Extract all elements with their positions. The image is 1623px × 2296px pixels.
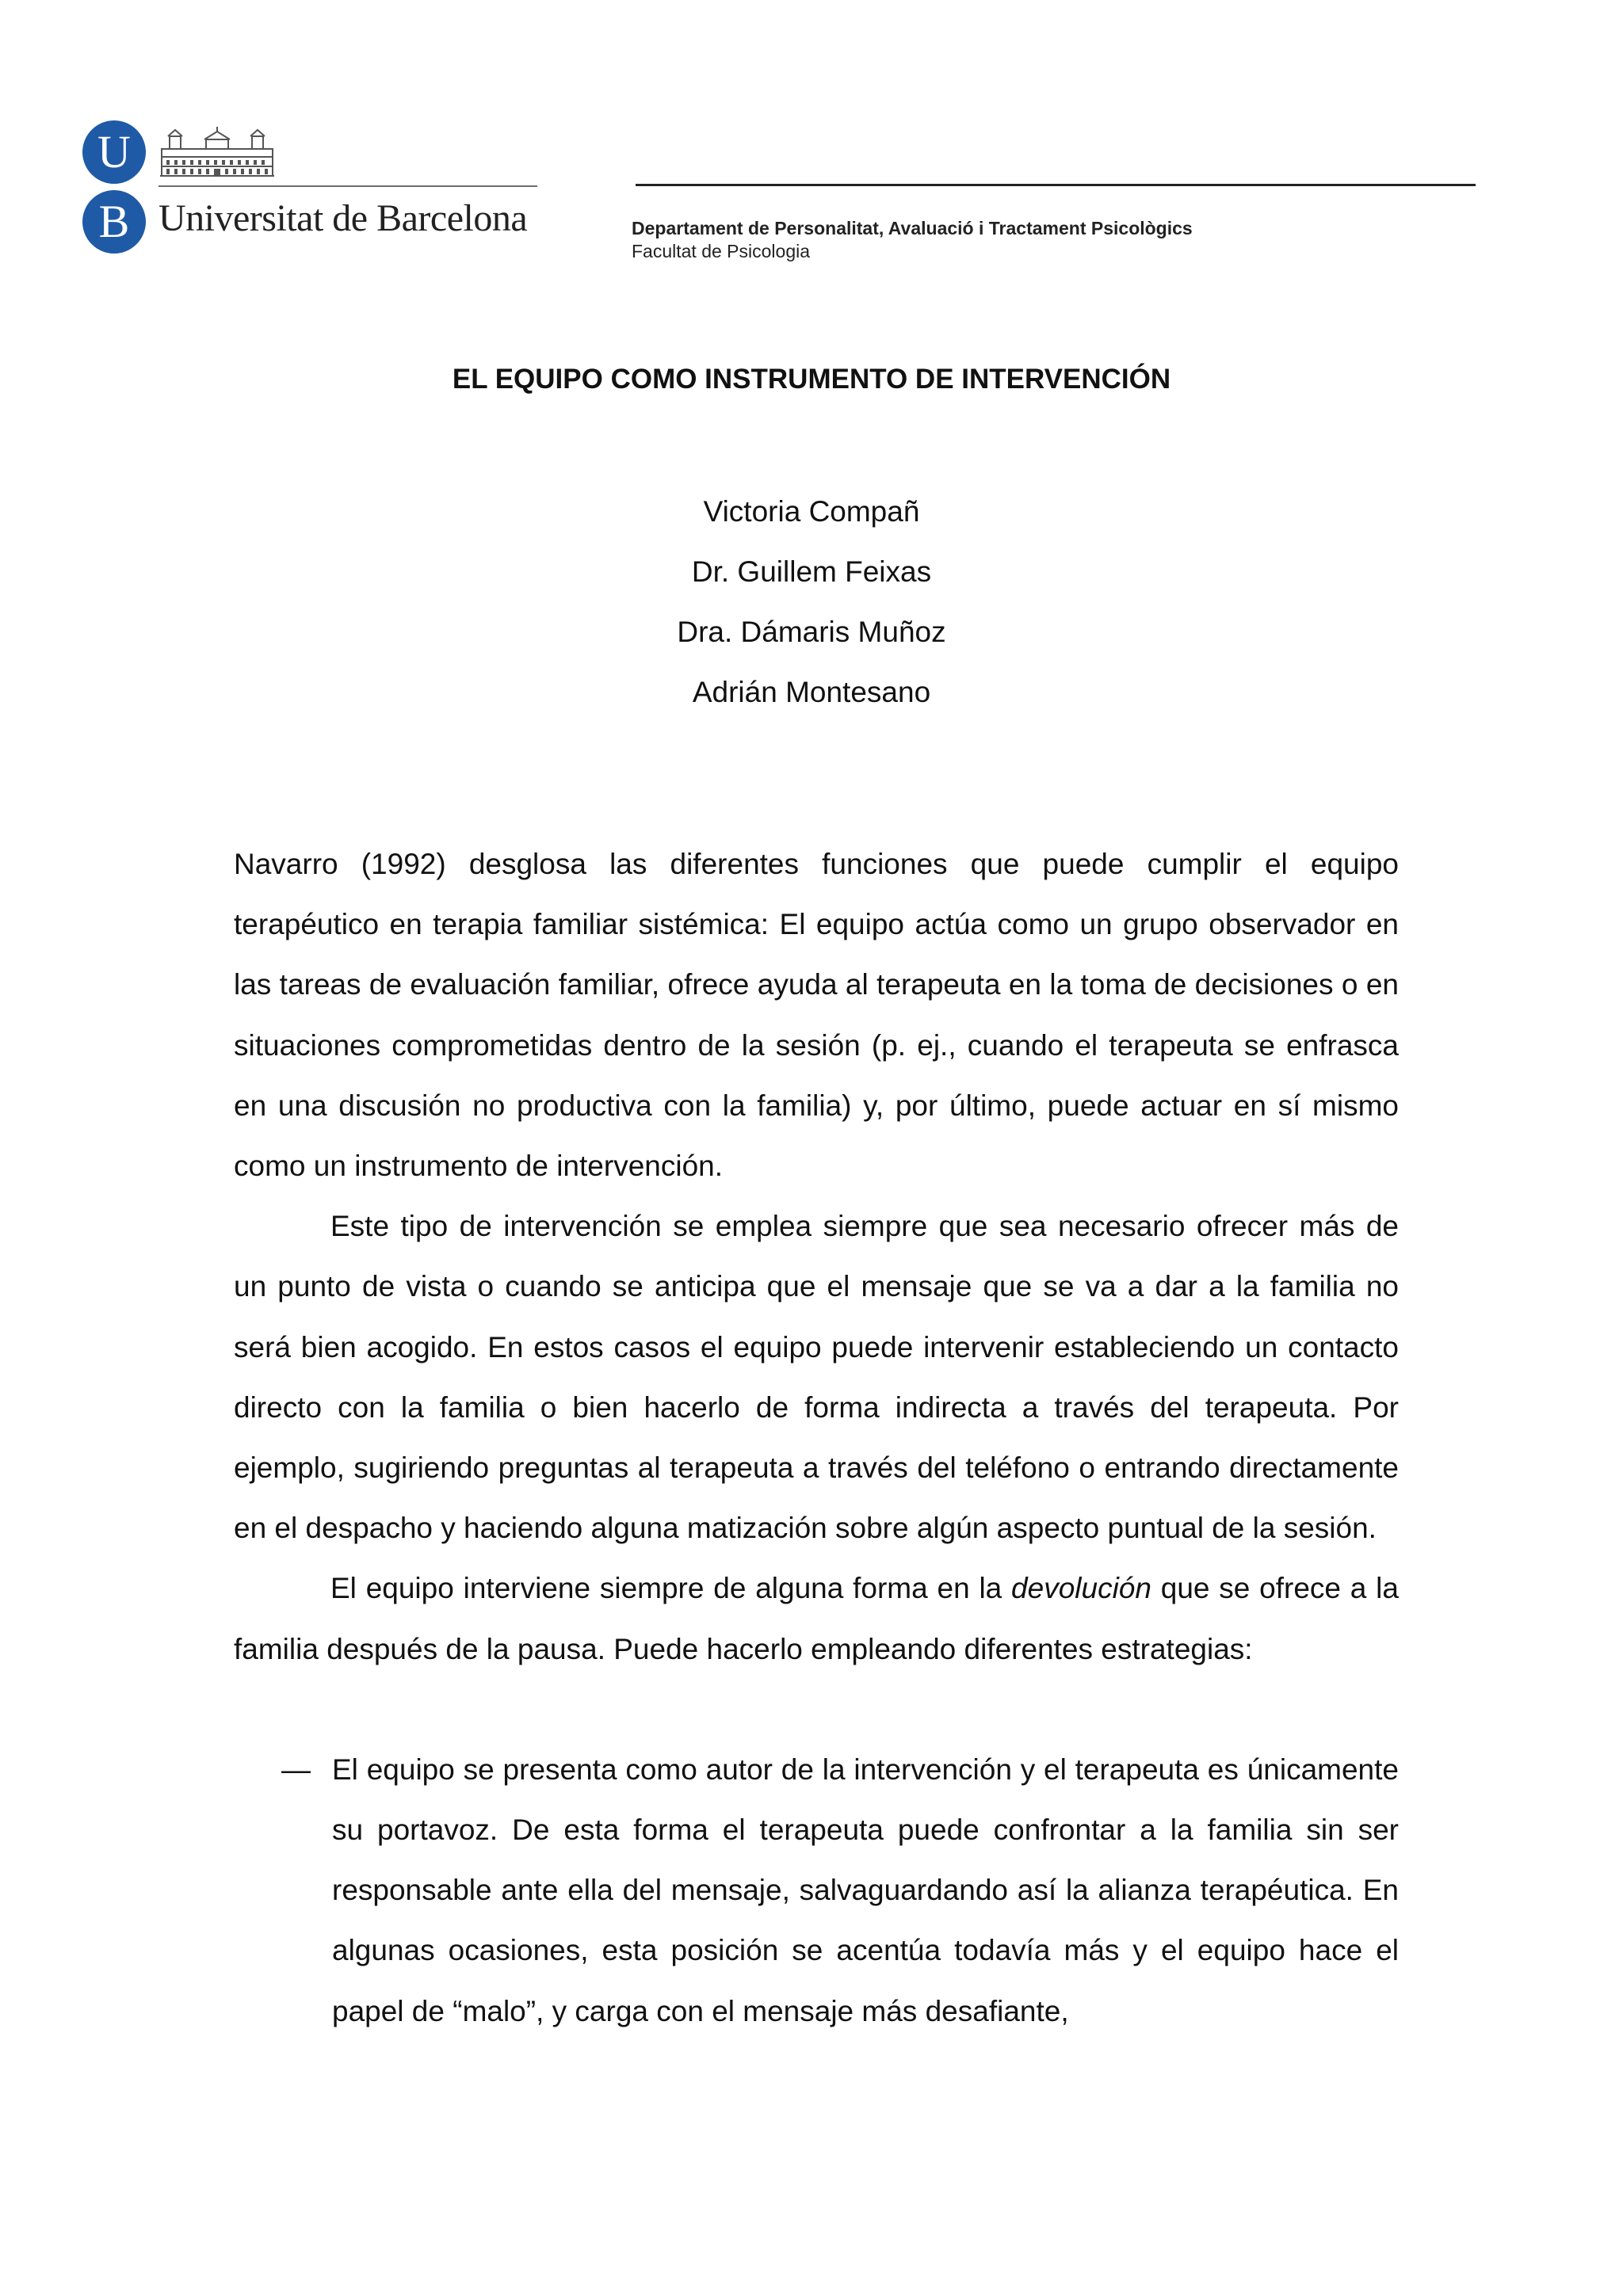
list-item-text: El equipo se presenta como autor de la intervención y el terapeuta es únicamente su portavoz. De esta forma el terapeuta puede confrontar a la familia sin ser responsable ante ella del mensaje, salvaguardando así la alianza terapéutica. En algunas ocasiones, esta posición se acentúa todavía más y el equipo hace el papel de “malo”, y carga con el mensaje más desafiante, [332, 1753, 1399, 2027]
author-list [0, 482, 1623, 723]
author-name: Dra. Dámaris Muñoz [677, 616, 946, 648]
strategy-list [234, 1740, 1399, 2042]
faculty-name: Facultat de Psicologia [632, 241, 811, 261]
logo-divider [158, 185, 537, 187]
author-name: Dr. Guillem Feixas [691, 555, 932, 588]
paragraph [234, 1558, 1399, 1679]
logo-b-circle: B [82, 190, 146, 254]
emphasized-term: devolución [1011, 1572, 1151, 1605]
building-icon [158, 127, 276, 179]
dash-bullet-icon: — [281, 1753, 311, 1786]
logo-u-circle: U [82, 120, 146, 184]
department-name: Departament de Personalitat, Avaluació i Tractament Psicològics [632, 218, 1193, 238]
university-logo [82, 120, 542, 255]
list-item [234, 1740, 1399, 2042]
paragraph-text: que se ofrece a la familia después de la pausa. Puede hacerlo empleando diferentes estrategias: [234, 1572, 1399, 1665]
paragraph: Navarro (1992) desglosa las diferentes funciones que puede cumplir el equipo terapéutico en terapia familiar sistémica: El equipo actúa como un grupo observador en las tareas de evaluación familiar, ofrece ayuda al terapeuta en la toma de decisiones o en situaciones comprometidas dentro de la sesión (p. ej., cuando el terapeuta se enfrasca en una discusión no productiva con la familia) y, por último, puede actuar en sí mismo como un instrumento de intervención. [234, 848, 1399, 1183]
header-divider [636, 184, 1476, 186]
document-body [234, 834, 1399, 2042]
paragraph-text: El equipo interviene siempre de alguna forma en la [330, 1572, 1012, 1605]
document-title: EL EQUIPO COMO INSTRUMENTO DE INTERVENCIÓN [452, 364, 1171, 395]
paragraph: Este tipo de intervención se emplea siempre que sea necesario ofrecer más de un punto de vista o cuando se anticipa que el mensaje que se va a dar a la familia no será bien acogido. En estos casos el equipo puede intervenir estableciendo un contacto directo con la familia o bien hacerlo de forma indirecta a través del terapeuta. Por ejemplo, sugiriendo preguntas al terapeuta a través del teléfono o entrando directamente en el despacho y haciendo alguna matización sobre algún aspecto puntual de la sesión. [234, 1210, 1399, 1545]
author-name: Adrián Montesano [692, 676, 931, 708]
author-name: Victoria Compañ [703, 495, 920, 528]
university-name: Universitat de Barcelona [158, 197, 528, 239]
